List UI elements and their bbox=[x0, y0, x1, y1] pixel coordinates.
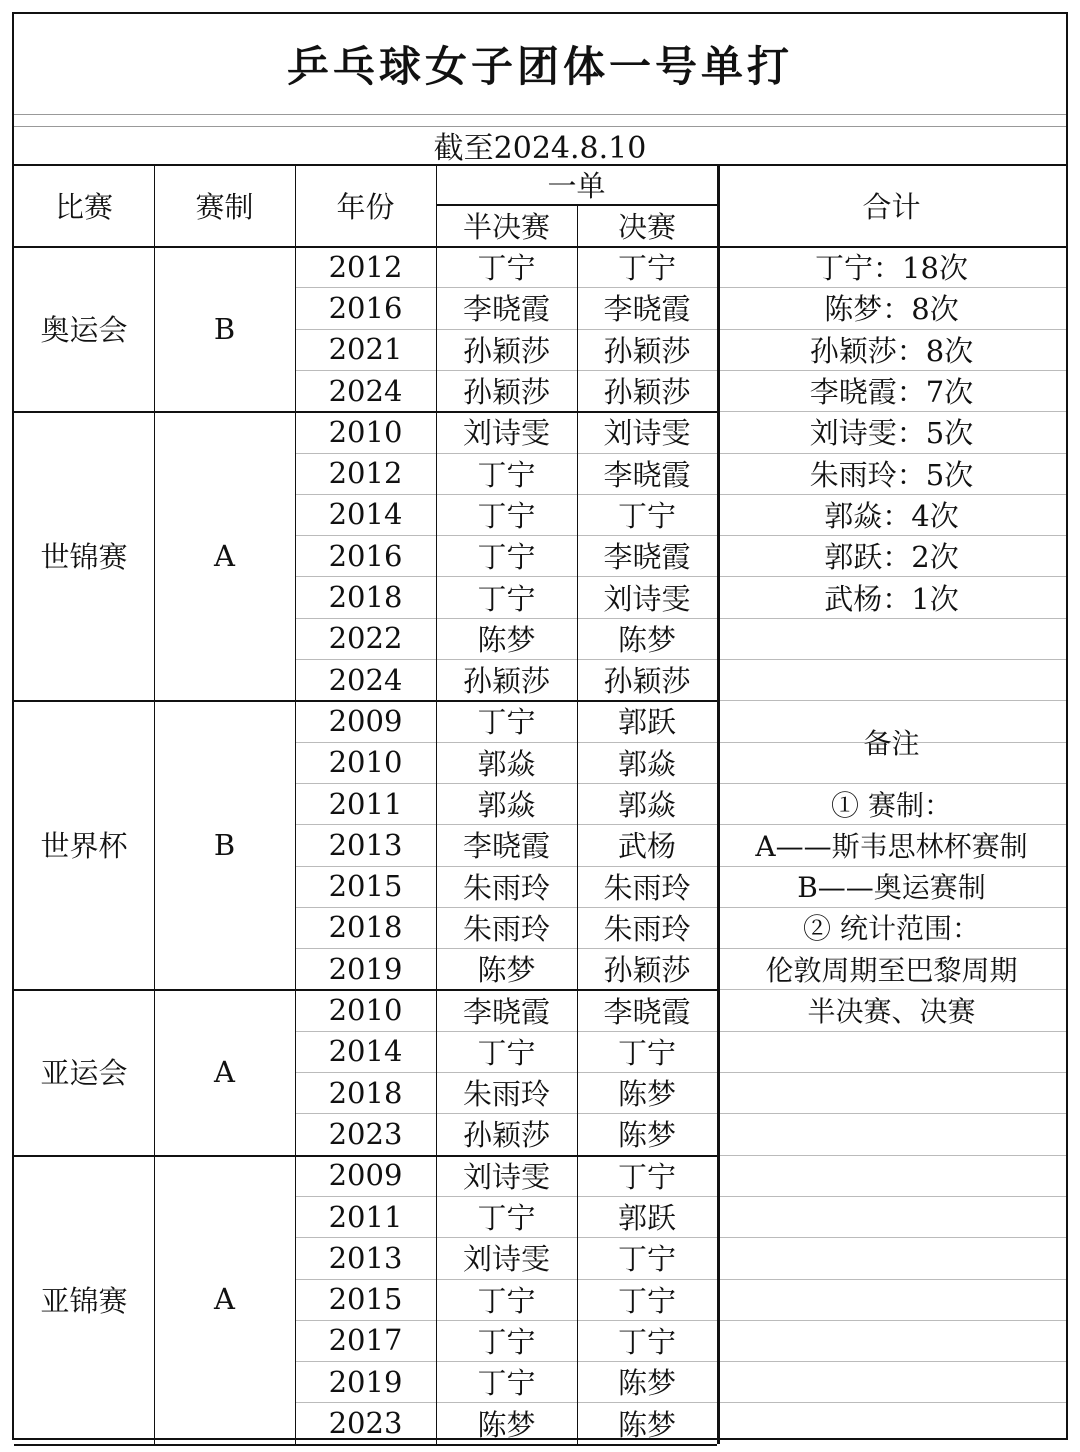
total-item: 李晓霞：7次 bbox=[809, 375, 974, 410]
header-total: 合计 bbox=[862, 189, 921, 224]
row-divider bbox=[295, 783, 717, 784]
semifinal-cell: 孙颖莎 bbox=[462, 333, 550, 368]
semifinal-cell: 丁宁 bbox=[477, 1035, 536, 1070]
summary-row-line bbox=[717, 659, 1066, 660]
final-cell: 丁宁 bbox=[617, 1283, 676, 1318]
row-divider bbox=[295, 494, 717, 495]
summary-row-line bbox=[717, 1196, 1066, 1197]
semifinal-cell: 李晓霞 bbox=[462, 292, 550, 327]
semifinal-cell: 孙颖莎 bbox=[462, 375, 550, 410]
semifinal-cell: 丁宁 bbox=[477, 251, 536, 286]
note-line: 伦敦周期至巴黎周期 bbox=[765, 953, 1018, 987]
total-item: 孙颖莎：8次 bbox=[809, 333, 974, 368]
title-row bbox=[14, 14, 1066, 115]
semifinal-cell: 陈梦 bbox=[477, 1407, 536, 1442]
year-cell: 2010 bbox=[328, 993, 403, 1028]
note-line: A——斯韦思林杯赛制 bbox=[755, 829, 1028, 863]
summary-row-line bbox=[717, 1031, 1066, 1032]
header-format: 赛制 bbox=[195, 189, 254, 224]
year-cell: 2015 bbox=[328, 869, 403, 904]
semifinal-cell: 丁宁 bbox=[477, 1324, 536, 1359]
note-line: B——奥运赛制 bbox=[797, 871, 986, 905]
row-divider bbox=[295, 1072, 717, 1073]
semifinal-cell: 丁宁 bbox=[477, 581, 536, 616]
final-cell: 郭跃 bbox=[617, 1201, 676, 1236]
semifinal-cell: 李晓霞 bbox=[462, 994, 550, 1029]
year-cell: 2012 bbox=[328, 456, 403, 491]
year-cell: 2010 bbox=[328, 414, 403, 449]
year-cell: 2012 bbox=[328, 249, 403, 284]
semifinal-cell: 陈梦 bbox=[477, 622, 536, 657]
final-cell: 孙颖莎 bbox=[603, 664, 691, 699]
final-cell: 郭焱 bbox=[617, 788, 676, 823]
final-cell: 丁宁 bbox=[617, 1159, 676, 1194]
year-cell: 2024 bbox=[328, 662, 403, 697]
format-value: A bbox=[214, 1282, 235, 1317]
final-cell: 丁宁 bbox=[617, 1242, 676, 1277]
row-divider bbox=[295, 1031, 717, 1032]
final-cell: 陈梦 bbox=[617, 1366, 676, 1401]
format-value: A bbox=[214, 538, 235, 573]
results-grid bbox=[14, 164, 1066, 1442]
total-item: 陈梦：8次 bbox=[824, 292, 959, 327]
header-first-singles: 一单 bbox=[547, 168, 606, 203]
header-semifinal: 半决赛 bbox=[462, 209, 550, 244]
summary-row-line bbox=[717, 1402, 1066, 1403]
final-cell: 孙颖莎 bbox=[603, 333, 691, 368]
row-divider bbox=[295, 1196, 717, 1197]
row-divider bbox=[295, 287, 717, 288]
semifinal-cell: 郭焱 bbox=[477, 746, 536, 781]
final-cell: 李晓霞 bbox=[603, 540, 691, 575]
summary-row-line bbox=[717, 1320, 1066, 1321]
col-line-5 bbox=[717, 164, 720, 1444]
final-cell: 郭焱 bbox=[617, 746, 676, 781]
semifinal-cell: 孙颖莎 bbox=[462, 1118, 550, 1153]
final-cell: 陈梦 bbox=[617, 622, 676, 657]
row-divider bbox=[295, 535, 717, 536]
final-cell: 陈梦 bbox=[617, 1118, 676, 1153]
year-cell: 2014 bbox=[328, 1034, 403, 1069]
summary-row-line bbox=[717, 618, 1066, 619]
as-of-date: 截至2024.8.10 bbox=[433, 131, 647, 166]
note-line: 半决赛、决赛 bbox=[807, 995, 976, 1029]
year-cell: 2021 bbox=[328, 332, 403, 367]
year-cell: 2013 bbox=[328, 1240, 403, 1275]
summary-row-line bbox=[717, 1279, 1066, 1280]
event-name: 奥运会 bbox=[40, 313, 128, 348]
row-divider bbox=[295, 824, 717, 825]
final-cell: 丁宁 bbox=[617, 1324, 676, 1359]
summary-row-line bbox=[717, 1237, 1066, 1238]
header-year: 年份 bbox=[336, 189, 395, 224]
year-cell: 2011 bbox=[328, 786, 403, 821]
total-item: 丁宁：18次 bbox=[815, 251, 968, 286]
year-cell: 2019 bbox=[328, 951, 403, 986]
final-cell: 丁宁 bbox=[617, 1035, 676, 1070]
semifinal-cell: 刘诗雯 bbox=[462, 416, 550, 451]
year-cell: 2010 bbox=[328, 745, 403, 780]
semifinal-cell: 郭焱 bbox=[477, 788, 536, 823]
semifinal-cell: 丁宁 bbox=[477, 457, 536, 492]
year-cell: 2024 bbox=[328, 373, 403, 408]
row-divider bbox=[295, 659, 717, 660]
semifinal-cell: 孙颖莎 bbox=[462, 664, 550, 699]
year-cell: 2016 bbox=[328, 538, 403, 573]
year-cell: 2018 bbox=[328, 910, 403, 945]
semifinal-cell: 丁宁 bbox=[477, 1283, 536, 1318]
semifinal-cell: 李晓霞 bbox=[462, 829, 550, 864]
note-line: ① 赛制： bbox=[831, 788, 952, 822]
event-name: 亚锦赛 bbox=[40, 1283, 128, 1318]
header-event: 比赛 bbox=[54, 189, 113, 224]
final-cell: 李晓霞 bbox=[603, 457, 691, 492]
col-line-1 bbox=[154, 164, 155, 1444]
final-cell: 朱雨玲 bbox=[603, 911, 691, 946]
year-cell: 2018 bbox=[328, 1075, 403, 1110]
year-cell: 2014 bbox=[328, 497, 403, 532]
year-cell: 2017 bbox=[328, 1323, 403, 1358]
col-line-3 bbox=[436, 164, 437, 1444]
final-cell: 刘诗雯 bbox=[603, 581, 691, 616]
final-cell: 陈梦 bbox=[617, 1077, 676, 1112]
semifinal-cell: 刘诗雯 bbox=[462, 1242, 550, 1277]
final-cell: 孙颖莎 bbox=[603, 375, 691, 410]
final-cell: 李晓霞 bbox=[603, 292, 691, 327]
final-cell: 郭跃 bbox=[617, 705, 676, 740]
year-cell: 2009 bbox=[328, 703, 403, 738]
semifinal-cell: 陈梦 bbox=[477, 953, 536, 988]
format-value: A bbox=[214, 1054, 235, 1089]
year-cell: 2018 bbox=[328, 580, 403, 615]
format-value: B bbox=[213, 827, 236, 862]
summary-row-line bbox=[717, 1072, 1066, 1073]
final-cell: 刘诗雯 bbox=[603, 416, 691, 451]
final-cell: 李晓霞 bbox=[603, 994, 691, 1029]
note-line: ② 统计范围： bbox=[803, 912, 980, 946]
row-divider bbox=[295, 907, 717, 908]
notes-title: 备注 bbox=[863, 726, 920, 760]
year-cell: 2019 bbox=[328, 1364, 403, 1399]
final-cell: 丁宁 bbox=[617, 498, 676, 533]
row-divider bbox=[295, 1320, 717, 1321]
spreadsheet-table bbox=[12, 12, 1068, 1440]
year-cell: 2009 bbox=[328, 1158, 403, 1193]
year-cell: 2023 bbox=[328, 1116, 403, 1151]
semifinal-cell: 丁宁 bbox=[477, 1201, 536, 1236]
row-divider bbox=[295, 1402, 717, 1403]
row-divider bbox=[295, 1361, 717, 1362]
format-value: B bbox=[213, 311, 236, 346]
summary-row-line bbox=[717, 1155, 1066, 1156]
final-cell: 武杨 bbox=[617, 829, 676, 864]
semifinal-cell: 刘诗雯 bbox=[462, 1159, 550, 1194]
row-divider bbox=[295, 370, 717, 371]
total-item: 朱雨玲：5次 bbox=[809, 457, 974, 492]
summary-row-line bbox=[717, 1361, 1066, 1362]
row-divider bbox=[295, 576, 717, 577]
final-cell: 陈梦 bbox=[617, 1407, 676, 1442]
row-divider bbox=[295, 453, 717, 454]
event-name: 世锦赛 bbox=[40, 540, 128, 575]
year-cell: 2016 bbox=[328, 290, 403, 325]
row-divider bbox=[295, 948, 717, 949]
semifinal-cell: 朱雨玲 bbox=[462, 870, 550, 905]
year-cell: 2023 bbox=[328, 1406, 403, 1441]
event-name: 世界杯 bbox=[40, 829, 128, 864]
year-cell: 2011 bbox=[328, 1199, 403, 1234]
row-divider bbox=[295, 329, 717, 330]
col-line-4 bbox=[577, 204, 578, 1444]
year-cell: 2022 bbox=[328, 621, 403, 656]
group-divider bbox=[14, 1444, 717, 1446]
semifinal-cell: 朱雨玲 bbox=[462, 1077, 550, 1112]
event-name: 亚运会 bbox=[40, 1056, 128, 1091]
final-cell: 丁宁 bbox=[617, 251, 676, 286]
year-cell: 2013 bbox=[328, 827, 403, 862]
total-item: 武杨：1次 bbox=[824, 581, 959, 616]
final-cell: 朱雨玲 bbox=[603, 870, 691, 905]
semifinal-cell: 丁宁 bbox=[477, 1366, 536, 1401]
row-divider bbox=[295, 1279, 717, 1280]
semifinal-cell: 朱雨玲 bbox=[462, 911, 550, 946]
semifinal-cell: 丁宁 bbox=[477, 705, 536, 740]
year-cell: 2015 bbox=[328, 1282, 403, 1317]
semifinal-cell: 丁宁 bbox=[477, 540, 536, 575]
total-item: 郭焱：4次 bbox=[824, 498, 959, 533]
semifinal-cell: 丁宁 bbox=[477, 498, 536, 533]
summary-row-line bbox=[717, 1113, 1066, 1114]
total-item: 郭跃：2次 bbox=[824, 540, 959, 575]
page-title: 乒乓球女子团体一号单打 bbox=[286, 42, 793, 91]
row-divider bbox=[295, 1237, 717, 1238]
col-line-2 bbox=[295, 164, 296, 1444]
row-divider bbox=[295, 742, 717, 743]
row-divider bbox=[295, 618, 717, 619]
row-divider bbox=[295, 866, 717, 867]
final-cell: 孙颖莎 bbox=[603, 953, 691, 988]
as-of-row bbox=[14, 126, 1066, 164]
total-item: 刘诗雯：5次 bbox=[809, 416, 974, 451]
summary-row-line bbox=[717, 700, 1066, 701]
row-divider bbox=[295, 1113, 717, 1114]
header-final: 决赛 bbox=[617, 209, 676, 244]
